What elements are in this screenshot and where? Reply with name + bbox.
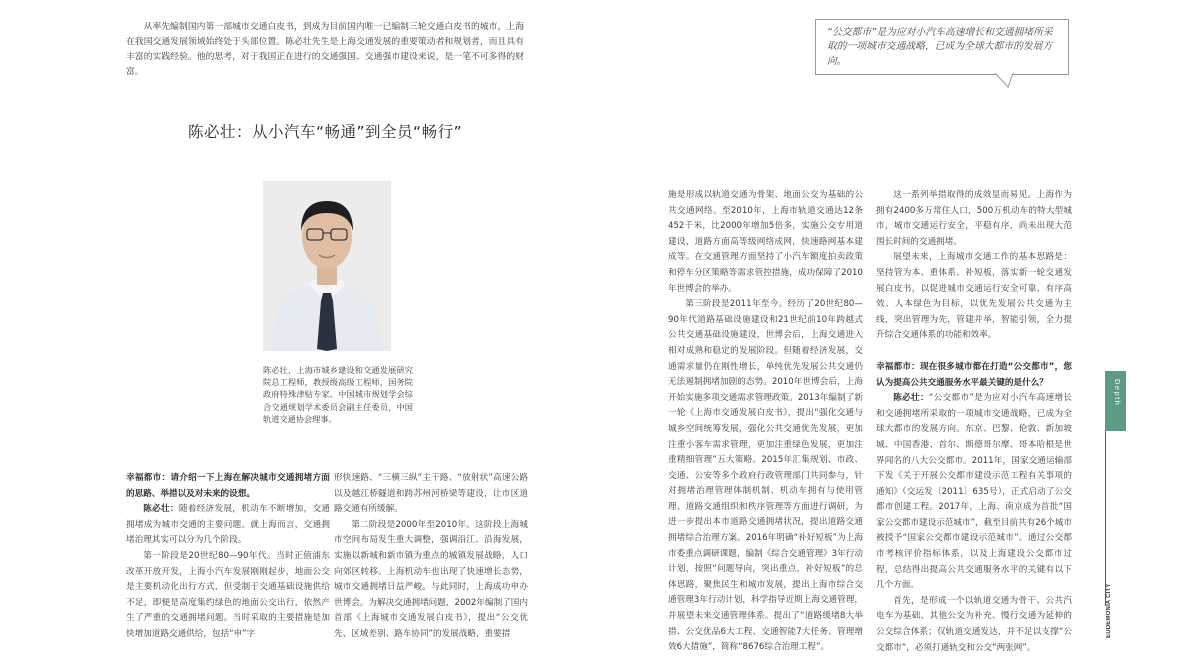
column-4-paragraph-2: 展望未来，上海城市交通工作的基本思路是：坚持管为本、重体系、补短板，落实新一轮交通发展白皮书，以促进城市交通运行安全可靠、有序高效、人本绿色为目标，以优先发展公共交通为主线，突出管理为先，管建并举，智能引领，全力提升综合交通体系的功能和效率。: [876, 252, 1072, 341]
answer-1-text: 随着经济发展，机动车不断增加，交通拥堵成为城市交通的主要问题。就上海而言，交通拥堵治理其实可以分为几个阶段。: [126, 504, 330, 546]
column-3-paragraph-2: 第三阶段是2011年至今。经历了20世纪80—90年代道路基础设施建设和21世纪前10年跨越式公共交通基础设施建设，世博会后，上海交通进入相对成熟和稳定的发展阶段。但随着经济发展，交通需求量仍在刚性增长，单纯优先发展公共交通仍无法遏制拥堵加剧的态势。2010年世博会后，上海开始实施多项交通需求管理政策。2013年编制了新一轮《上海市交通发展白皮书》，提出“强化交通与城乡空间统筹发展，强化公共交通优先发展，更加注重小客车需求管理，更加注重绿色发展，更加注重精细管理”五大策略。2015年汇集规划、市政、交通、公安等多个政府行政管理部门共同参与，针对拥堵治理管理体制机制、机动车拥有与使用管理、道路交通组织和秩序管理等方面进行调研，为进一步提出本市道路交通拥堵状况，提出道路交通拥堵综合治理方案。2016年明确“补好短板”为上海市委重点调研课题，编制《综合交通管理》3年行动计划，按照“问题导向，突出重点，补好短板”的总体思路，聚焦民生和城市发展，提出上海市综合交通管理3年行动计划，科学指导近期上海交通管理，并展望未来交通管理体系。提出了“道路缓堵8大举措、公交优品6大工程、交通智能7大任务、管理增效6大措施”，简称“8676综合治理工程”。: [668, 299, 863, 653]
column-4: [876, 188, 1072, 656]
column-1: [126, 471, 330, 643]
column-4-paragraph-1: 这一系列举措取得的成效显而易见。上海作为拥有2400多万常住人口，500万机动车的特大型城市，城市交通运行安全，平稳有序，尚未出现大范围长时间的交通拥堵。: [876, 190, 1072, 247]
question-2: [876, 360, 1072, 391]
question-2-speaker: 幸福都市：: [876, 361, 920, 372]
section-tab-label: Depth: [1113, 379, 1122, 407]
portrait-photo: [263, 181, 391, 351]
pull-quote-text: “公交都市”是为应对小汽车高速增长和交通拥堵所采取的一项城市交通战略，已成为全球大都市的发展方向。: [827, 27, 1053, 67]
answer-1-speaker: 陈必壮：: [143, 504, 179, 515]
caption-text: 陈必壮，上海市城乡建设和交通发展研究院总工程师，教授级高级工程师，国务院政府特殊津贴专家。中国城市规划学会综合交通规划学术委员会副主任委员，中国轨道交通协会理事。: [263, 365, 413, 424]
question-1-speaker: 幸福都市：: [126, 473, 171, 483]
article-title: 陈必壮：从小汽车“畅通”到全员“畅行”: [188, 123, 463, 141]
answer-2-intro: [876, 391, 1072, 594]
section-tab: [1105, 371, 1126, 431]
answer-2-speaker: 陈必壮：: [893, 393, 929, 404]
question-2-text: 现在很多城市都在打造“公交都市”，您认为提高公共交通服务水平最关键的是什么？: [876, 361, 1072, 388]
column-2-paragraph-1: 形快速路、“三横三纵”主干路、“放射状”高速公路以及越江桥隧道和跨苏州河桥梁等建设，让市区道路交通有所缓解。: [334, 473, 528, 515]
column-3: [668, 188, 863, 656]
photo-caption: [263, 364, 413, 425]
column-3-paragraph-1: 施是形成以轨道交通为骨架、地面公交为基础的公共交通网络。至2010年，上海市轨道交通达12条452千米，比2000年增加5倍多，实施公交专用道建设，道路方面高等级网络成网，快速路网基本建成等。在交通管理方面坚持了小汽车额度拍卖政策和停车分区策略等需求管控措施，成功保障了2010年世博会的举办。: [668, 190, 863, 294]
column-4-paragraph-3: 首先，是形成一个以轨道交通为骨干、公共汽电车为基础、其他公交为补充、慢行交通为延伸的公交综合体系；仅轨道交通发达，并不足以支撑“公交都市”，必须打通轨交和公交“两张网”。: [876, 595, 1072, 653]
portrait-illustration: [263, 181, 391, 351]
question-1: [126, 471, 330, 502]
intro-paragraph: [126, 20, 524, 80]
column-1-paragraph: 第一阶段是20世纪80—90年代。当时正值浦东改革开放开发，上海小汽车发展刚刚起步，地面公交是主要机动化出行方式，但受制于交通基础设施供给不足，即便是高度集约绿色的地面公交出行，依然产生了严重的交通拥堵问题。当时采取的主要措施是加快增加道路交通供给，包括“申”字: [126, 550, 330, 639]
magazine-brand: EUDEMONIA CITY: [1106, 583, 1112, 638]
answer-2-text: “公交都市”是为应对小汽车高速增长和交通拥堵所采取的一项城市交通战略，已成为全球大都市的发展方向。东京、巴黎、伦敦、新加坡城、中国香港、首尔、斯德哥尔摩、哥本哈根是世界闻名的八大公交都市。2011年，国家交通运输部下发《关于开展公交都市建设示范工程有关事项的通知》（交运发〔2011〕635号），正式启动了公交都市创建工程。2017年，上海、南京成为首批“国家公交都市建设示范城市”，截至目前共有26个城市被授予“国家公交都市建设示范城市”。通过公交都市考核评价指标体系，以及上海建设公交都市过程，总结得出提高公共交通服务水平的关键有以下几个方面。: [876, 393, 1072, 591]
intro-text: 从率先编制国内第一部城市交通白皮书，到成为目前国内唯一已编制三轮交通白皮书的城市，上海在我国交通发展领域始终处于头部位置。陈必壮先生是上海交通发展的重要策动者和规划者，而且具有丰富的实践经验。他的思考，对于我国正在进行的交通强国、交通强市建设来说，是一笔不可多得的财富。: [126, 22, 524, 77]
question-1-text: 请介绍一下上海在解决城市交通拥堵方面的思路、举措以及对未来的设想。: [126, 473, 330, 499]
pull-quote-tail-icon: [994, 73, 1016, 89]
column-2: [334, 471, 528, 643]
pull-quote-box: [815, 19, 1069, 75]
column-2-paragraph-2: 第二阶段是2000年至2010年。这阶段上海城市空间布局发生重大调整，强调沿江、沿海发展，实施以新城和新市镇为重点的城镇发展战略，人口向郊区转移。上海机动车也出现了快速增长态势，城市交通拥堵日益严峻。与此同时，上海成功申办世博会。为解决交通拥堵问题，2002年编制了国内首部《上海城市交通发展白皮书》，提出“公交优先、区域差别、路车协同”的发展战略，重要措: [334, 519, 528, 639]
answer-1-intro: [126, 502, 330, 549]
